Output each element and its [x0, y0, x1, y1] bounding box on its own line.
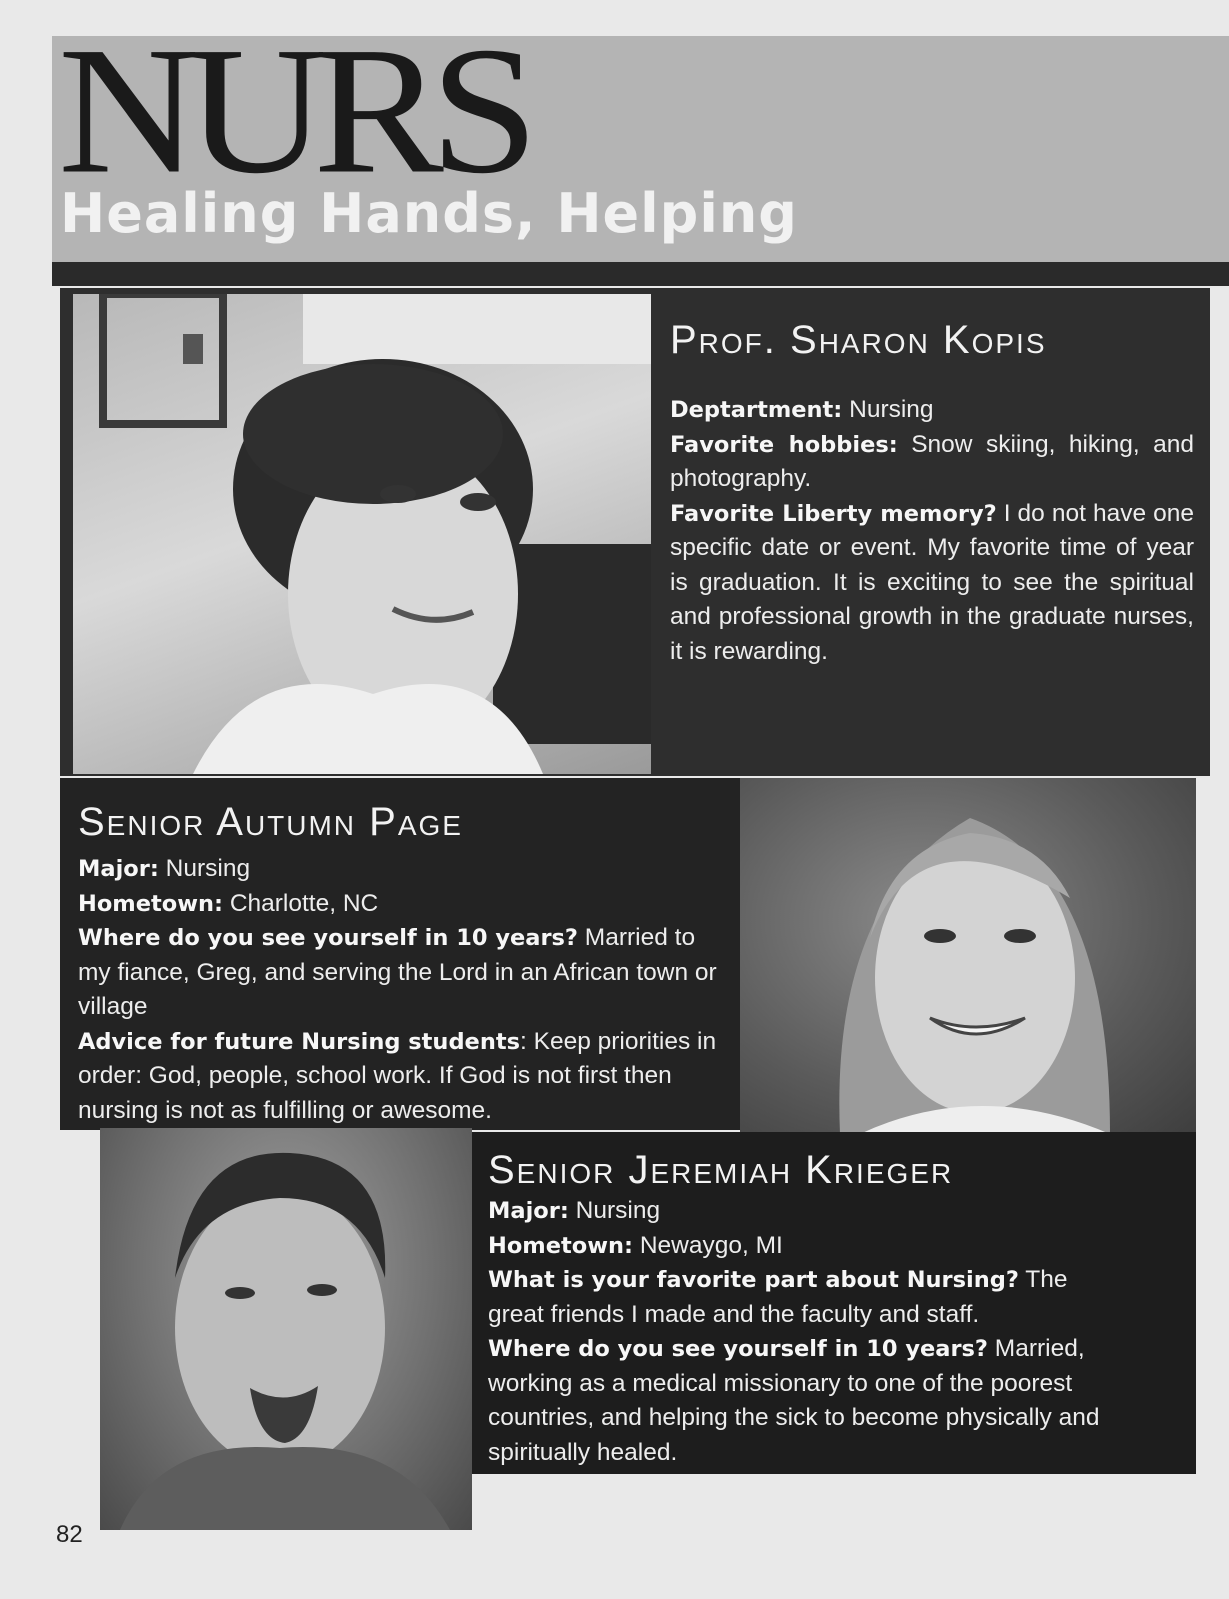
photo-kopis [73, 294, 651, 774]
profile-details [488, 1194, 1128, 1470]
field-advice: Advice for future Nursing students: Keep priorities in order: God, people, school work. If God is not first then nursing is not as fulfilling or awesome. [78, 1027, 717, 1124]
field-future: Where do you see yourself in 10 years? Married, working as a medical missionary to one of the poorest countries, and helping the sick to become physically and spiritually healed. [488, 1335, 1100, 1466]
field-major: Major: Nursing [488, 1197, 661, 1224]
page-subtitle: Healing Hands, Helping [60, 182, 798, 245]
portrait-image [740, 778, 1196, 1134]
profile-name: Senior Jeremiah Krieger [488, 1148, 954, 1192]
field-favorite-part: What is your favorite part about Nursing? The great friends I made and the faculty and staff. [488, 1266, 1068, 1328]
profile-details [670, 393, 1194, 669]
field-hometown: Hometown: Newaygo, MI [488, 1231, 783, 1259]
profile-name: Prof. Sharon Kopis [670, 318, 1047, 362]
field-future: Where do you see yourself in 10 years? Married to my fiance, Greg, and serving the Lord in an African town or village [78, 924, 717, 1020]
field-hobbies: Favorite hobbies: Snow skiing, hiking, and photography. [670, 430, 1195, 492]
page-number: 82 [56, 1521, 83, 1548]
field-hometown: Hometown: Charlotte, NC [78, 889, 379, 917]
profile-details [78, 852, 728, 1128]
portrait-image [100, 1128, 472, 1530]
field-major: Major: Nursing [78, 855, 251, 882]
photo-krieger [100, 1128, 472, 1530]
profile-name: Senior Autumn Page [78, 800, 463, 844]
page-title: NURS [58, 9, 525, 212]
field-memory: Favorite Liberty memory? I do not have one specific date or event. My favorite time of year is graduation. It is exciting to see the spiritual and professional growth in the graduate nurses, it is rewarding. [670, 499, 1194, 665]
photo-page [740, 778, 1196, 1134]
field-department: Deptartment: Nursing [670, 396, 934, 423]
portrait-image [73, 294, 651, 774]
header-divider [52, 262, 1229, 286]
